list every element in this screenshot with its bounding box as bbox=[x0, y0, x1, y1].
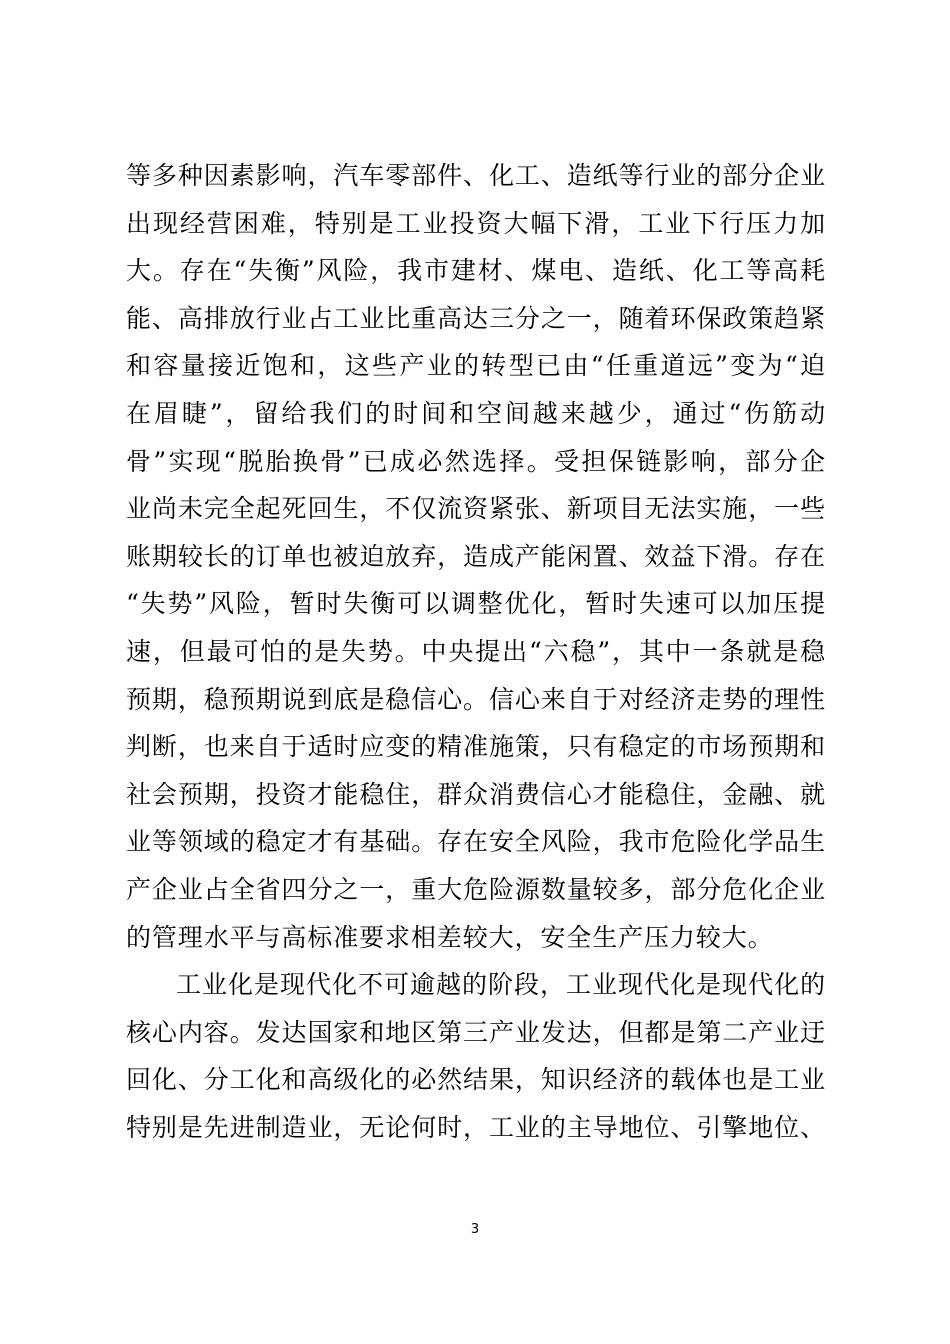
text-line: “失势”风险，暂时失衡可以调整优化，暂时失速可以加压提 bbox=[126, 589, 826, 619]
text-line: 回化、分工化和高级化的必然结果，知识经济的载体也是工业 bbox=[126, 1065, 826, 1095]
text-line: 账期较长的订单也被迫放弃，造成产能闲置、效益下滑。存在 bbox=[126, 541, 826, 571]
text-line: 社会预期，投资才能稳住，群众消费信心才能稳住，金融、就 bbox=[126, 779, 826, 809]
body-text bbox=[126, 156, 826, 1155]
text-line: 大。存在“失衡”风险，我市建材、煤电、造纸、化工等高耗 bbox=[126, 256, 826, 286]
text-line: 骨”实现“脱胎换骨”已成必然选择。受担保链影响，部分企 bbox=[126, 446, 826, 476]
text-line: 工业化是现代化不可逾越的阶段，工业现代化是现代化的 bbox=[176, 970, 826, 1000]
text-line: 业等领域的稳定才有基础。存在安全风险，我市危险化学品生 bbox=[126, 827, 826, 857]
text-line: 预期，稳预期说到底是稳信心。信心来自于对经济走势的理性 bbox=[126, 684, 826, 714]
paragraph-2 bbox=[126, 965, 826, 1155]
text-line: 速，但最可怕的是失势。中央提出“六稳”，其中一条就是稳 bbox=[126, 636, 826, 666]
text-line: 产企业占全省四分之一，重大危险源数量较多，部分危化企业 bbox=[126, 874, 826, 904]
page-number: 3 bbox=[470, 1222, 480, 1237]
text-line: 特别是先进制造业，无论何时，工业的主导地位、引擎地位、 bbox=[126, 1112, 826, 1142]
text-line: 的管理水平与高标准要求相差较大，安全生产压力较大。 bbox=[126, 922, 774, 952]
text-line: 判断，也来自于适时应变的精准施策，只有稳定的市场预期和 bbox=[126, 732, 826, 762]
text-line: 和容量接近饱和，这些产业的转型已由“任重道远”变为“迫 bbox=[126, 351, 826, 381]
text-line: 业尚未完全起死回生，不仅流资紧张、新项目无法实施，一些 bbox=[126, 494, 826, 524]
text-line: 出现经营困难，特别是工业投资大幅下滑，工业下行压力加 bbox=[126, 208, 826, 238]
text-line: 核心内容。发达国家和地区第三产业发达，但都是第二产业迂 bbox=[126, 1017, 826, 1047]
text-line: 在眉睫”，留给我们的时间和空间越来越少，通过“伤筋动 bbox=[126, 398, 826, 428]
text-line: 等多种因素影响，汽车零部件、化工、造纸等行业的部分企业 bbox=[126, 161, 826, 190]
text-line: 能、高排放行业占工业比重高达三分之一，随着环保政策趋紧 bbox=[126, 303, 826, 333]
paragraph-1 bbox=[126, 156, 826, 965]
